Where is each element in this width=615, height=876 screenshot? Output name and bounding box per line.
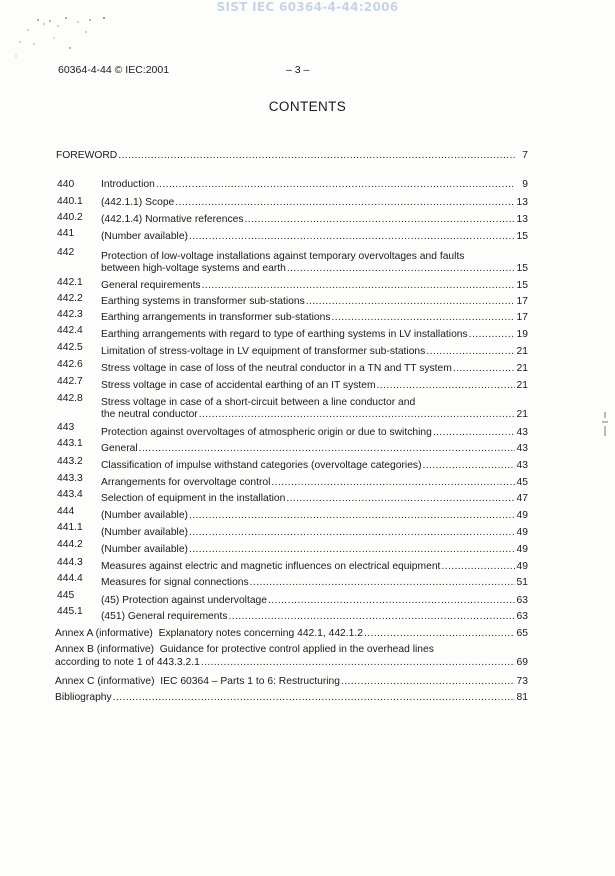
toc-entry-page: 17: [516, 312, 528, 323]
toc-entry-title: (Number available): [101, 510, 188, 521]
dot-leader: [189, 510, 515, 522]
toc-entry[interactable]: [101, 544, 528, 556]
dot-leader: [202, 280, 515, 292]
toc-entry-number: 442.5: [57, 342, 83, 353]
toc-entry-page: 21: [516, 363, 528, 374]
toc-entry-title: General requirements: [101, 280, 201, 291]
watermark: SIST IEC 60364-4-44:2006: [216, 0, 399, 14]
toc-entry-title: (442.1.1) Scope: [101, 197, 175, 208]
toc-entry-number: 440: [57, 179, 75, 190]
dot-leader: [469, 329, 515, 341]
dot-leader: [139, 443, 515, 455]
toc-entry[interactable]: [101, 595, 528, 607]
toc-entry[interactable]: [101, 460, 528, 472]
toc-entry-page: 51: [516, 577, 528, 588]
toc-entry-page: 17: [516, 296, 528, 307]
toc-entry-number: 443.2: [57, 456, 83, 467]
toc-entry-page: 65: [516, 628, 528, 639]
toc-entry-page: 9: [522, 179, 528, 190]
toc-entry-number: 444.4: [57, 573, 83, 584]
toc-entry-page: 43: [516, 427, 528, 438]
toc-entry[interactable]: [101, 329, 528, 341]
toc-entry-title: between high-voltage systems and earth: [101, 263, 286, 274]
toc-entry-page: 15: [516, 263, 528, 274]
toc-entry-title: General: [101, 443, 138, 454]
dot-leader: [118, 150, 515, 162]
toc-entry[interactable]: [101, 527, 528, 539]
dot-leader: [113, 692, 515, 704]
toc-entry-number: 445.1: [57, 606, 83, 617]
toc-entry-page: 45: [516, 477, 528, 488]
toc-entry[interactable]: [101, 510, 528, 522]
dot-leader: [189, 527, 515, 539]
toc-entry-title: (45) Protection against undervoltage: [101, 595, 267, 606]
toc-entry-foreword[interactable]: [56, 150, 528, 162]
toc-entry-number: 444: [57, 506, 75, 517]
toc-annex-b-line1: Annex B (informative) Guidance for protective control applied in the overhead lines: [55, 644, 434, 655]
toc-entry[interactable]: [101, 296, 528, 308]
toc-annex-b[interactable]: [55, 657, 528, 669]
toc-entry-page: 49: [516, 561, 528, 572]
toc-entry-page: 43: [516, 460, 528, 471]
toc-entry-number: 442.6: [57, 359, 83, 370]
toc-entry-title: (Number available): [101, 544, 188, 555]
toc-entry[interactable]: [101, 477, 528, 489]
toc-entry-number: 443.3: [57, 473, 83, 484]
toc-entry-page: 49: [516, 510, 528, 521]
dot-leader: [287, 263, 515, 275]
toc-entry-title: Bibliography: [55, 692, 112, 703]
toc-entry[interactable]: [101, 443, 528, 455]
toc-entry[interactable]: [101, 179, 528, 191]
toc-entry[interactable]: [101, 280, 528, 292]
dot-leader: [332, 312, 516, 324]
toc-entry-title: Measures against electric and magnetic influences on electrical equipment: [101, 561, 441, 572]
toc-entry-number: 443.4: [57, 489, 83, 500]
dot-leader: [423, 460, 515, 472]
toc-entry-page: 15: [516, 231, 528, 242]
dot-leader: [453, 363, 515, 375]
toc-entry[interactable]: [101, 611, 528, 623]
toc-entry-number: 442.1: [57, 277, 83, 288]
dot-leader: [441, 561, 515, 573]
toc-entry-number: 442.7: [57, 376, 83, 387]
toc-entry-page: 73: [516, 676, 528, 687]
toc-entry-title-line1: Protection of low-voltage installations against temporary overvoltages and faults: [101, 251, 465, 262]
page-number: – 3 –: [286, 64, 310, 76]
toc-entry-title: Earthing arrangements in transformer sub-stations: [101, 312, 331, 323]
toc-entry-title: Earthing arrangements with regard to type of earthing systems in LV installations: [101, 329, 468, 340]
toc-entry-title: the neutral conductor: [101, 409, 198, 420]
dot-leader: [306, 296, 515, 308]
document-id: 60364-4-44 © IEC:2001: [58, 64, 170, 76]
dot-leader: [426, 346, 515, 358]
toc-entry-title: Classification of impulse withstand categories (overvoltage categories): [101, 460, 422, 471]
dot-leader: [228, 611, 515, 623]
toc-entry-title: Stress voltage in case of accidental earthing of an IT system: [101, 380, 376, 391]
toc-entry-page: 13: [516, 197, 528, 208]
toc-entry-number: 442.3: [57, 309, 83, 320]
toc-entry-page: 49: [516, 544, 528, 555]
toc-entry-page: 47: [516, 493, 528, 504]
dot-leader: [156, 179, 515, 191]
toc-entry-title: (442.1.4) Normative references: [101, 214, 244, 225]
toc-entry-title: FOREWORD: [56, 150, 118, 161]
toc-entry[interactable]: [101, 312, 528, 324]
toc-entry-title-line1: Stress voltage in case of a short-circuit between a line conductor and: [101, 397, 416, 408]
toc-entry-number: 443: [57, 422, 75, 433]
toc-entry-title: (451) General requirements: [101, 611, 228, 622]
toc-entry-title: Annex A (informative) Explanatory notes concerning 442.1, 442.1.2: [55, 628, 363, 639]
toc-entry-title: Arrangements for overvoltage control: [101, 477, 271, 488]
toc-entry-page: 81: [516, 692, 528, 703]
toc-entry[interactable]: [101, 409, 528, 421]
toc-entry-title: Measures for signal connections: [101, 577, 249, 588]
toc-entry[interactable]: [101, 363, 528, 375]
toc-entry[interactable]: [101, 561, 528, 573]
toc-entry[interactable]: [101, 197, 528, 209]
toc-entry-page: 13: [516, 214, 528, 225]
toc-entry-title: (Number available): [101, 231, 188, 242]
toc-entry-title: Limitation of stress-voltage in LV equipment of transformer sub-stations: [101, 346, 426, 357]
toc-entry-number: 444.2: [57, 539, 83, 550]
dot-leader: [245, 214, 515, 226]
toc-entry-number: 442.2: [57, 293, 83, 304]
dot-leader: [189, 544, 515, 556]
toc-entry-title: Protection against overvoltages of atmospheric origin or due to switching: [101, 427, 432, 438]
toc-bibliography[interactable]: [55, 692, 528, 704]
dot-leader: [250, 577, 515, 589]
page-title: CONTENTS: [268, 99, 347, 114]
toc-entry-page: 15: [516, 280, 528, 291]
toc-entry-number: 441: [57, 228, 75, 239]
toc-entry-number: 445: [57, 590, 75, 601]
toc-entry-page: 21: [516, 380, 528, 391]
dot-leader: [364, 628, 515, 640]
toc-entry-number: 442.4: [57, 325, 83, 336]
toc-entry-page: 49: [516, 527, 528, 538]
toc-entry-number: 443.1: [57, 438, 83, 449]
dot-leader: [341, 676, 515, 688]
toc-annex-a[interactable]: [55, 628, 528, 640]
toc-entry[interactable]: [101, 427, 528, 439]
toc-entry[interactable]: [101, 231, 528, 243]
toc-entry-title: Annex C (informative) IEC 60364 – Parts 1 to 6: Restructuring: [55, 676, 341, 687]
toc-entry-page: 43: [516, 443, 528, 454]
dot-leader: [201, 657, 515, 669]
toc-annex-c[interactable]: [55, 676, 528, 688]
toc-entry-number: 440.2: [57, 212, 83, 223]
dot-leader: [199, 409, 515, 421]
dot-leader: [271, 477, 515, 489]
toc-entry[interactable]: [101, 380, 528, 392]
toc-entry-title: Introduction: [101, 179, 155, 190]
toc-entry-title: (Number available): [101, 527, 188, 538]
toc-entry-number: 441.1: [57, 522, 83, 533]
toc-entry-page: 19: [516, 329, 528, 340]
toc-entry-title: according to note 1 of 443.3.2.1: [55, 657, 200, 668]
toc-entry[interactable]: [101, 263, 528, 275]
toc-entry-page: 7: [522, 150, 528, 161]
dot-leader: [175, 197, 515, 209]
toc-entry-page: 63: [516, 595, 528, 606]
toc-entry-number: 444.3: [57, 557, 83, 568]
toc-entry-number: 442: [57, 247, 75, 258]
toc-entry[interactable]: [101, 346, 528, 358]
dot-leader: [286, 493, 515, 505]
dot-leader: [189, 231, 515, 243]
toc-entry-title: Stress voltage in case of loss of the neutral conductor in a TN and TT system: [101, 363, 452, 374]
toc-entry[interactable]: [101, 577, 528, 589]
toc-entry-page: 21: [516, 409, 528, 420]
toc-entry-title: Earthing systems in transformer sub-stations: [101, 296, 305, 307]
dot-leader: [377, 380, 515, 392]
dot-leader: [433, 427, 515, 439]
toc-entry-page: 63: [516, 611, 528, 622]
toc-entry-number: 440.1: [57, 196, 83, 207]
toc-entry-number: 442.8: [57, 393, 83, 404]
toc-entry-page: 69: [516, 657, 528, 668]
toc-entry[interactable]: [101, 214, 528, 226]
toc-entry-title: Selection of equipment in the installation: [101, 493, 286, 504]
dot-leader: [268, 595, 515, 607]
toc-entry-page: 21: [516, 346, 528, 357]
toc-entry[interactable]: [101, 493, 528, 505]
